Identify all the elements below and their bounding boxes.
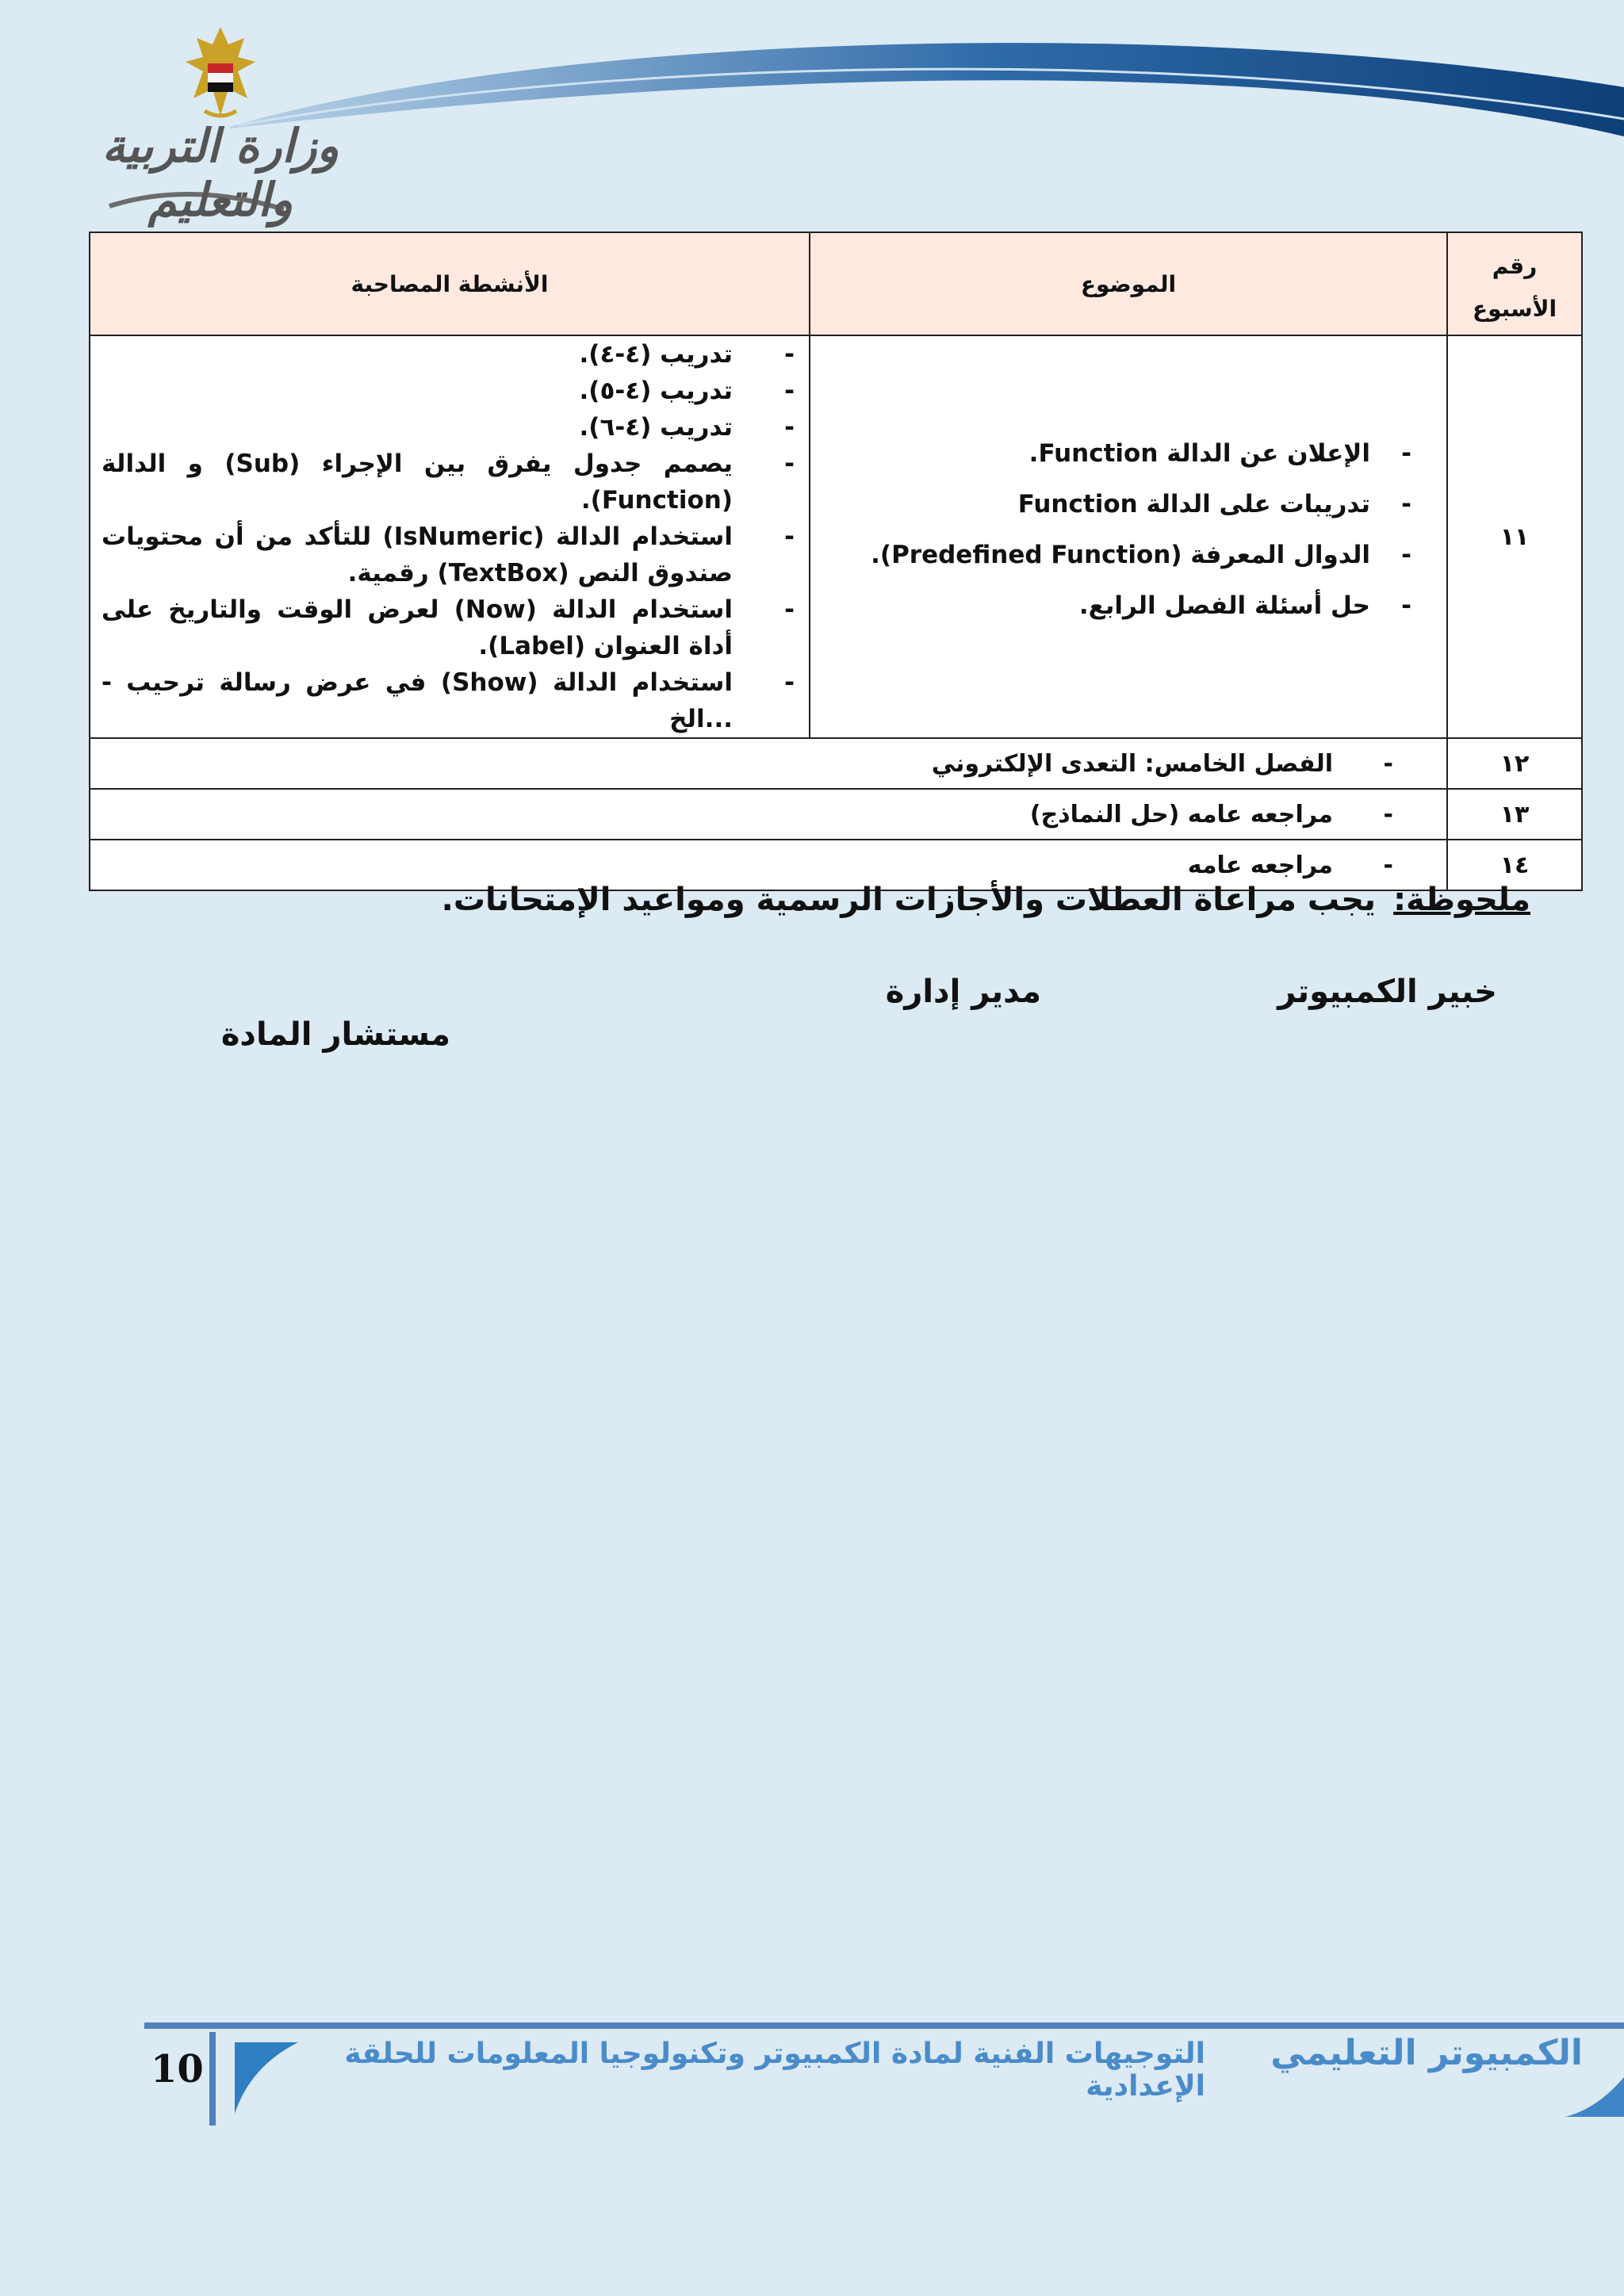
topics-cell bbox=[810, 335, 1447, 738]
header-activities: الأنشطة المصاحبة bbox=[90, 232, 810, 335]
list-item: - تدريب (٤-٦). bbox=[579, 413, 795, 442]
row-content: - مراجعه عامه (حل النماذج) bbox=[90, 789, 1447, 840]
footer-subtitle: التوجيهات الفنية لمادة الكمبيوتر وتكنولوجيا المعلومات للحلقة الإعدادية bbox=[344, 2038, 1205, 2103]
page-number: 10 bbox=[151, 2047, 204, 2091]
week-number: ١٤ bbox=[1447, 840, 1582, 890]
list-item: - تدريبات على الدالة Function bbox=[1017, 490, 1411, 519]
header-week: رقم الأسبوع bbox=[1447, 232, 1582, 335]
signature-advisor: مستشار المادة bbox=[220, 1016, 450, 1053]
note bbox=[442, 882, 1530, 918]
row-content: - الفصل الخامس: التعدى الإلكتروني bbox=[90, 738, 1447, 789]
note-label: ملحوظة: bbox=[1393, 882, 1530, 918]
footer-corner-icon bbox=[235, 2042, 298, 2114]
list-item: - تدريب (٤-٥). bbox=[579, 377, 795, 405]
note-text: يجب مراعاة العطلات والأجازات الرسمية ومواعيد الإمتحانات. bbox=[441, 882, 1377, 918]
list-item: - حل أسئلة الفصل الرابع. bbox=[1078, 591, 1411, 620]
list-item: - استخدام الدالة (Show) في عرض رسالة ترحيب - ...الخ bbox=[102, 668, 795, 733]
list-item: - استخدام الدالة (Now) لعرض الوقت والتاريخ على أداة العنوان (Label). bbox=[102, 595, 795, 660]
footer-title: الكمبيوتر التعليمي bbox=[1270, 2033, 1583, 2073]
footer-vertical-bar bbox=[209, 2032, 216, 2126]
list-item: - استخدام الدالة (IsNumeric) للتأكد من أن محتويات صندوق النص (TextBox) رقمية. bbox=[102, 522, 795, 587]
footer-divider bbox=[144, 2022, 1624, 2029]
activities-cell bbox=[90, 335, 810, 738]
signature-manager: مدير إدارة bbox=[885, 974, 1041, 1010]
week-number: ١١ bbox=[1447, 335, 1582, 738]
footer-corner-wave-icon bbox=[1565, 2077, 1624, 2117]
list-item: - الدوال المعرفة (Predefined Function). bbox=[871, 541, 1411, 569]
header-topic: الموضوع bbox=[810, 232, 1447, 335]
list-item: - يصمم جدول يفرق بين الإجراء (Sub) و الدالة (Function). bbox=[102, 450, 795, 515]
week-number: ١٣ bbox=[1447, 789, 1582, 840]
week-number: ١٢ bbox=[1447, 738, 1582, 789]
list-item: - تدريب (٤-٤). bbox=[579, 340, 795, 369]
table-row bbox=[90, 738, 1582, 789]
ministry-name-calligraphy: وزارة التربية والتعليم bbox=[102, 119, 339, 227]
signature-expert: خبير الكمبيوتر bbox=[1277, 974, 1497, 1010]
table-row bbox=[90, 335, 1582, 738]
table-row bbox=[90, 789, 1582, 840]
table-header-row bbox=[90, 232, 1582, 335]
weekly-plan-table bbox=[89, 232, 1583, 891]
list-item: - الإعلان عن الدالة Function. bbox=[1028, 439, 1411, 468]
row-content: - مراجعه عامه bbox=[90, 840, 1447, 890]
